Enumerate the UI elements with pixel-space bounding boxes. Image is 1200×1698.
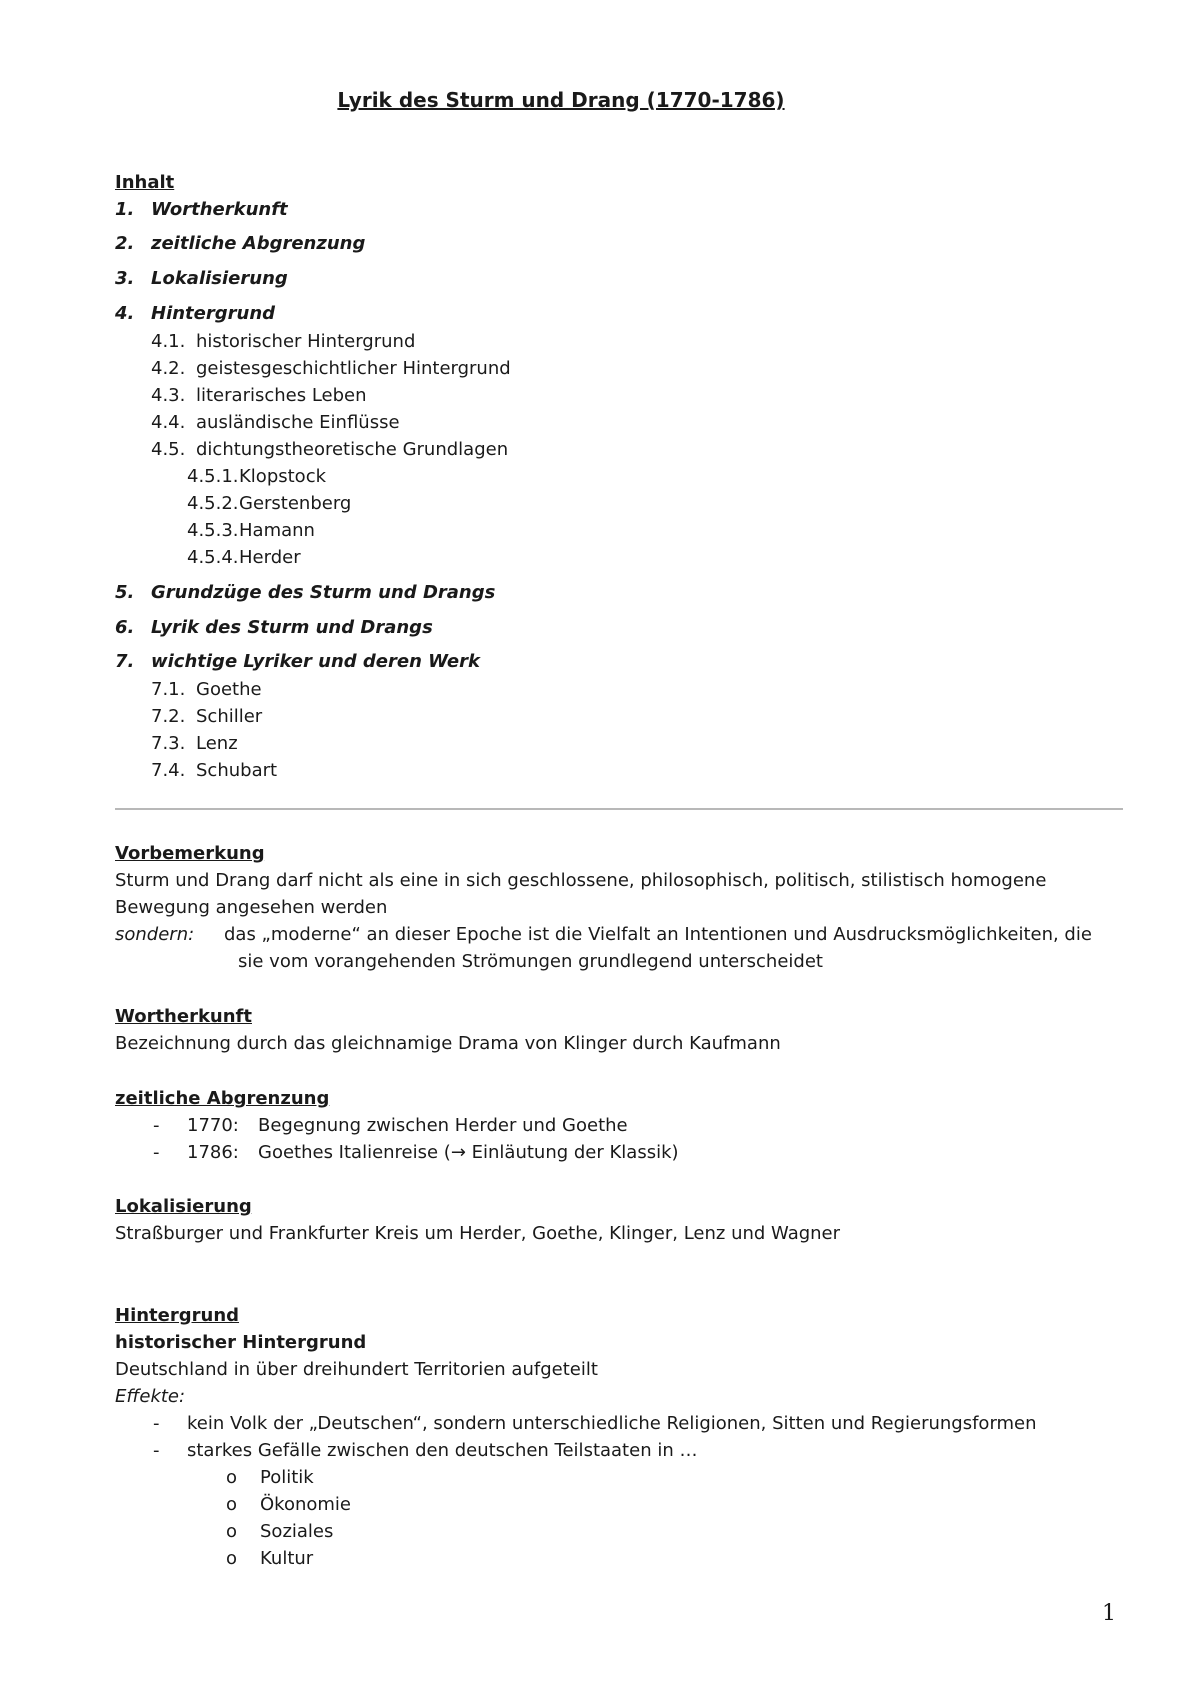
horizontal-divider <box>115 808 1123 810</box>
list-item: Goethes Italienreise (→ Einläutung der Klassik) <box>258 1142 679 1163</box>
section-heading-hintergrund: Hintergrund <box>115 1305 240 1326</box>
toc-item-num: 1. <box>115 199 135 220</box>
toc-item-num: 3. <box>115 268 135 289</box>
toc-subitem-num: 4.4. <box>151 412 186 433</box>
toc-item-label: Hintergrund <box>151 303 276 324</box>
toc-item-num: 5. <box>115 582 135 603</box>
toc-subitem-label: dichtungstheoretische Grundlagen <box>196 439 509 460</box>
toc-subitem-num: 4.5. <box>151 439 186 460</box>
toc-subsubitem-label: Klopstock <box>239 466 327 487</box>
toc-subitem-num: 4.2. <box>151 358 186 379</box>
toc-subsubitem-num: 4.5.2. <box>187 493 239 514</box>
toc-item-label: wichtige Lyriker und deren Werk <box>151 651 480 672</box>
toc-item-label: Wortherkunft <box>151 199 288 220</box>
toc-item-num: 6. <box>115 617 135 638</box>
page-number: 1 <box>1102 1601 1116 1626</box>
toc-subsubitem-num: 4.5.1. <box>187 466 239 487</box>
year-label: 1786: <box>187 1142 239 1163</box>
list-bullet: - <box>153 1413 160 1434</box>
list-bullet: o <box>226 1467 238 1488</box>
list-bullet: o <box>226 1494 238 1515</box>
toc-item-num: 7. <box>115 651 135 672</box>
list-subitem: Kultur <box>260 1548 314 1569</box>
toc-item-label: zeitliche Abgrenzung <box>151 233 366 254</box>
toc-subitem-label: literarisches Leben <box>196 385 367 406</box>
section-heading-abgrenzung: zeitliche Abgrenzung <box>115 1088 330 1109</box>
toc-subsubitem-num: 4.5.4. <box>187 547 239 568</box>
list-subitem: Ökonomie <box>260 1494 351 1515</box>
list-item: starkes Gefälle zwischen den deutschen Teilstaaten in … <box>187 1440 698 1461</box>
toc-item-label: Grundzüge des Sturm und Drangs <box>151 582 496 603</box>
sondern-label: sondern: <box>115 924 195 945</box>
year-label: 1770: <box>187 1115 239 1136</box>
toc-subsubitem-num: 4.5.3. <box>187 520 239 541</box>
list-item: Begegnung zwischen Herder und Goethe <box>258 1115 628 1136</box>
toc-heading: Inhalt <box>115 172 175 193</box>
toc-subsubitem-label: Herder <box>239 547 301 568</box>
toc-item-label: Lyrik des Sturm und Drangs <box>151 617 433 638</box>
list-subitem: Soziales <box>260 1521 334 1542</box>
toc-subitem-num: 7.2. <box>151 706 186 727</box>
list-bullet: o <box>226 1548 238 1569</box>
toc-subitem-label: Schubart <box>196 760 278 781</box>
body-text: sie vom vorangehenden Strömungen grundlegend unterscheidet <box>238 951 823 972</box>
toc-item-label: Lokalisierung <box>151 268 288 289</box>
subsection-heading: historischer Hintergrund <box>115 1332 367 1353</box>
list-bullet: - <box>153 1115 160 1136</box>
toc-subitem-num: 4.3. <box>151 385 186 406</box>
toc-item-num: 4. <box>115 303 135 324</box>
toc-item-num: 2. <box>115 233 135 254</box>
body-text: Sturm und Drang darf nicht als eine in sich geschlossene, philosophisch, politisch, stilistisch homogene <box>115 870 1047 891</box>
toc-subitem-label: Schiller <box>196 706 263 727</box>
body-text: das „moderne“ an dieser Epoche ist die Vielfalt an Intentionen und Ausdrucksmöglichkeiten, die <box>224 924 1092 945</box>
toc-subsubitem-label: Hamann <box>239 520 315 541</box>
body-text: Straßburger und Frankfurter Kreis um Herder, Goethe, Klinger, Lenz und Wagner <box>115 1223 841 1244</box>
section-heading-vorbemerkung: Vorbemerkung <box>115 843 265 864</box>
list-bullet: - <box>153 1142 160 1163</box>
list-subitem: Politik <box>260 1467 314 1488</box>
body-text: Bezeichnung durch das gleichnamige Drama von Klinger durch Kaufmann <box>115 1033 781 1054</box>
list-item: kein Volk der „Deutschen“, sondern unterschiedliche Religionen, Sitten und Regierungsformen <box>187 1413 1037 1434</box>
toc-subitem-label: Goethe <box>196 679 262 700</box>
section-heading-wortherkunft: Wortherkunft <box>115 1006 252 1027</box>
list-bullet: o <box>226 1521 238 1542</box>
toc-subitem-label: ausländische Einflüsse <box>196 412 400 433</box>
body-text: Deutschland in über dreihundert Territorien aufgeteilt <box>115 1359 598 1380</box>
toc-subitem-label: historischer Hintergrund <box>196 331 416 352</box>
toc-subitem-label: geistesgeschichtlicher Hintergrund <box>196 358 511 379</box>
effekte-label: Effekte: <box>115 1386 186 1407</box>
toc-subitem-num: 7.3. <box>151 733 186 754</box>
toc-subsubitem-label: Gerstenberg <box>239 493 352 514</box>
document-title: Lyrik des Sturm und Drang (1770-1786) <box>337 88 785 112</box>
section-heading-lokalisierung: Lokalisierung <box>115 1196 252 1217</box>
toc-subitem-num: 7.1. <box>151 679 186 700</box>
body-text: Bewegung angesehen werden <box>115 897 388 918</box>
toc-subitem-num: 4.1. <box>151 331 186 352</box>
toc-subitem-num: 7.4. <box>151 760 186 781</box>
toc-subitem-label: Lenz <box>196 733 238 754</box>
list-bullet: - <box>153 1440 160 1461</box>
